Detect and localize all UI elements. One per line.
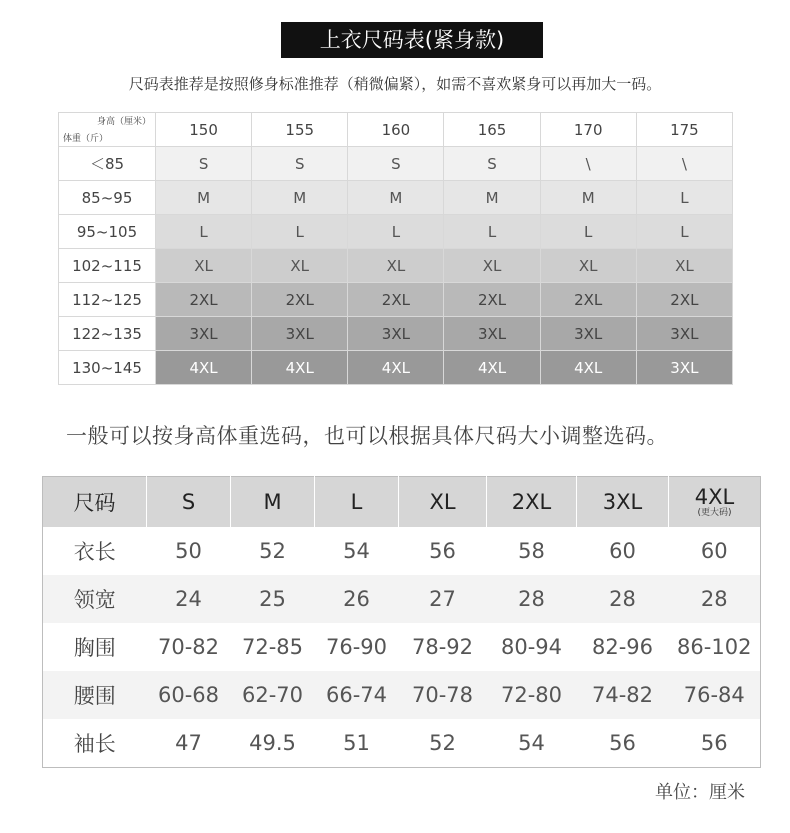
selection-tip: 一般可以按身高体重选码，也可以根据具体尺码大小调整选码。 bbox=[66, 424, 668, 448]
height-header: 150 bbox=[156, 113, 252, 147]
measure-label: 领宽 bbox=[43, 575, 147, 623]
table-row bbox=[43, 719, 761, 768]
measure-value: 56 bbox=[399, 527, 487, 575]
size-cell: L bbox=[636, 181, 732, 215]
measure-value: 49.5 bbox=[231, 719, 315, 768]
weight-axis-label: 体重（斤） bbox=[63, 134, 109, 144]
measure-label: 衣长 bbox=[43, 527, 147, 575]
weight-range: 112~125 bbox=[59, 283, 156, 317]
measure-value: 52 bbox=[399, 719, 487, 768]
size-cell: S bbox=[252, 147, 348, 181]
measure-value: 24 bbox=[147, 575, 231, 623]
measure-label: 袖长 bbox=[43, 719, 147, 768]
size-cell: \ bbox=[636, 147, 732, 181]
size-cell: 4XL bbox=[156, 351, 252, 385]
weight-range: 102~115 bbox=[59, 249, 156, 283]
measure-value: 80-94 bbox=[487, 623, 577, 671]
measure-value: 25 bbox=[231, 575, 315, 623]
size-cell: 2XL bbox=[444, 283, 540, 317]
size-header bbox=[669, 477, 761, 528]
size-cell: 2XL bbox=[156, 283, 252, 317]
measure-value: 28 bbox=[577, 575, 669, 623]
measure-value: 70-82 bbox=[147, 623, 231, 671]
size-cell: 2XL bbox=[540, 283, 636, 317]
size-cell: 3XL bbox=[252, 317, 348, 351]
fit-note: 尺码表推荐是按照修身标准推荐（稍微偏紧），如需不喜欢紧身可以再加大一码。 bbox=[128, 75, 662, 93]
table-row bbox=[43, 671, 761, 719]
size-cell: 4XL bbox=[252, 351, 348, 385]
measure-value: 28 bbox=[487, 575, 577, 623]
measure-value: 27 bbox=[399, 575, 487, 623]
measure-value: 60 bbox=[669, 527, 761, 575]
size-4xl-note: (更大码) bbox=[697, 508, 732, 518]
size-cell: 4XL bbox=[348, 351, 444, 385]
measure-value: 56 bbox=[577, 719, 669, 768]
measure-value: 28 bbox=[669, 575, 761, 623]
measure-value: 52 bbox=[231, 527, 315, 575]
size-cell: M bbox=[156, 181, 252, 215]
height-weight-size-table bbox=[58, 112, 733, 385]
table-row bbox=[43, 623, 761, 671]
size-cell: 3XL bbox=[156, 317, 252, 351]
measure-value: 58 bbox=[487, 527, 577, 575]
table-row bbox=[43, 575, 761, 623]
size-cell: 3XL bbox=[348, 317, 444, 351]
size-cell: 2XL bbox=[348, 283, 444, 317]
size-cell: XL bbox=[252, 249, 348, 283]
measure-value: 76-84 bbox=[669, 671, 761, 719]
size-cell: L bbox=[156, 215, 252, 249]
measure-value: 26 bbox=[315, 575, 399, 623]
measurement-table bbox=[42, 476, 761, 768]
size-cell: 3XL bbox=[444, 317, 540, 351]
size-header: S bbox=[147, 477, 231, 528]
size-header: M bbox=[231, 477, 315, 528]
size-header-row bbox=[43, 477, 761, 528]
size-cell: XL bbox=[444, 249, 540, 283]
measure-value: 66-74 bbox=[315, 671, 399, 719]
measure-value: 50 bbox=[147, 527, 231, 575]
weight-range: 122~135 bbox=[59, 317, 156, 351]
size-cell: 3XL bbox=[636, 351, 732, 385]
height-header: 175 bbox=[636, 113, 732, 147]
size-header: 3XL bbox=[577, 477, 669, 528]
size-cell: XL bbox=[540, 249, 636, 283]
table-row bbox=[59, 215, 733, 249]
height-axis-label: 身高（厘米） bbox=[96, 117, 151, 127]
measure-value: 86-102 bbox=[669, 623, 761, 671]
weight-range: 85~95 bbox=[59, 181, 156, 215]
measure-value: 82-96 bbox=[577, 623, 669, 671]
size-cell: 2XL bbox=[636, 283, 732, 317]
size-cell: M bbox=[252, 181, 348, 215]
weight-range: 130~145 bbox=[59, 351, 156, 385]
size-cell: L bbox=[636, 215, 732, 249]
size-cell: L bbox=[252, 215, 348, 249]
size-header: L bbox=[315, 477, 399, 528]
size-cell: 3XL bbox=[636, 317, 732, 351]
measure-value: 72-85 bbox=[231, 623, 315, 671]
measure-value: 76-90 bbox=[315, 623, 399, 671]
size-cell: XL bbox=[636, 249, 732, 283]
height-header: 170 bbox=[540, 113, 636, 147]
size-cell: \ bbox=[540, 147, 636, 181]
table-row bbox=[43, 527, 761, 575]
size-cell: L bbox=[444, 215, 540, 249]
height-header-row bbox=[59, 113, 733, 147]
size-cell: S bbox=[156, 147, 252, 181]
table-row bbox=[59, 283, 733, 317]
measure-value: 56 bbox=[669, 719, 761, 768]
weight-range: 95~105 bbox=[59, 215, 156, 249]
measure-label: 腰围 bbox=[43, 671, 147, 719]
height-header: 165 bbox=[444, 113, 540, 147]
size-cell: 4XL bbox=[444, 351, 540, 385]
measure-value: 60-68 bbox=[147, 671, 231, 719]
unit-label: 单位：厘米 bbox=[655, 782, 745, 803]
table-row bbox=[59, 147, 733, 181]
measure-value: 60 bbox=[577, 527, 669, 575]
measure-value: 54 bbox=[315, 527, 399, 575]
size-header-label: 尺码 bbox=[43, 477, 147, 528]
chart-title: 上衣尺码表(紧身款) bbox=[281, 22, 543, 58]
measure-value: 62-70 bbox=[231, 671, 315, 719]
size-cell: M bbox=[540, 181, 636, 215]
size-cell: M bbox=[348, 181, 444, 215]
size-header: XL bbox=[399, 477, 487, 528]
measure-value: 70-78 bbox=[399, 671, 487, 719]
height-header: 160 bbox=[348, 113, 444, 147]
measure-value: 51 bbox=[315, 719, 399, 768]
size-cell: 2XL bbox=[252, 283, 348, 317]
table-row bbox=[59, 351, 733, 385]
table-row bbox=[59, 317, 733, 351]
measure-value: 74-82 bbox=[577, 671, 669, 719]
weight-range: ＜85 bbox=[59, 147, 156, 181]
size-cell: 3XL bbox=[540, 317, 636, 351]
measure-value: 78-92 bbox=[399, 623, 487, 671]
table-row bbox=[59, 249, 733, 283]
measure-value: 54 bbox=[487, 719, 577, 768]
size-header: 2XL bbox=[487, 477, 577, 528]
measure-value: 47 bbox=[147, 719, 231, 768]
size-cell: XL bbox=[348, 249, 444, 283]
size-cell: M bbox=[444, 181, 540, 215]
size-cell: L bbox=[540, 215, 636, 249]
size-cell: 4XL bbox=[540, 351, 636, 385]
measure-value: 72-80 bbox=[487, 671, 577, 719]
size-cell: S bbox=[444, 147, 540, 181]
size-cell: L bbox=[348, 215, 444, 249]
size-cell: S bbox=[348, 147, 444, 181]
table-corner-cell bbox=[59, 113, 156, 147]
size-cell: XL bbox=[156, 249, 252, 283]
measure-label: 胸围 bbox=[43, 623, 147, 671]
height-header: 155 bbox=[252, 113, 348, 147]
size-4xl-label: 4XL bbox=[694, 485, 735, 509]
table-row bbox=[59, 181, 733, 215]
